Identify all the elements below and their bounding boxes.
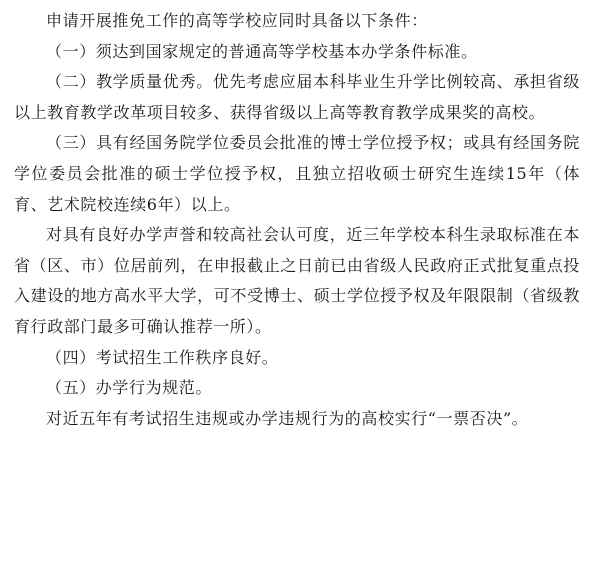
- condition-1-paragraph: （一）须达到国家规定的普通高等学校基本办学条件标准。: [46, 41, 478, 61]
- veto-paragraph: 对近五年有考试招生违规或办学违规行为的高校实行“一票否决”。: [46, 408, 529, 428]
- intro-paragraph: 申请开展推免工作的高等学校应同时具备以下条件：: [46, 11, 428, 30]
- condition-2-paragraph: （二）教学质量优秀。优先考虑应届本科毕业生升学比例较高、承担省级以上教育教学改革项目较多、获得省级以上高等教育教学成果奖的高校。: [14, 72, 580, 122]
- condition-4-paragraph: （四）考试招生工作秩序良好。: [46, 347, 279, 367]
- condition-5-paragraph: （五）办学行为规范。: [46, 378, 213, 398]
- exception-paragraph: 对具有良好办学声誉和较高社会认可度，近三年学校本科生录取标准在本省（区、市）位居前列，在申报截止之日前已由省级人民政府正式批复重点投入建设的地方高水平大学，可不受博士、硕士学位授予权及年限限制（省级教育行政部门最多可确认推荐一所）。: [14, 225, 580, 336]
- document-body: [14, 6, 580, 434]
- condition-3-paragraph: （三）具有经国务院学位委员会批准的博士学位授予权；或具有经国务院学位委员会批准的硕士学位授予权，且独立招收硕士研究生连续15年（体育、艺术院校连续6年）以上。: [14, 133, 580, 214]
